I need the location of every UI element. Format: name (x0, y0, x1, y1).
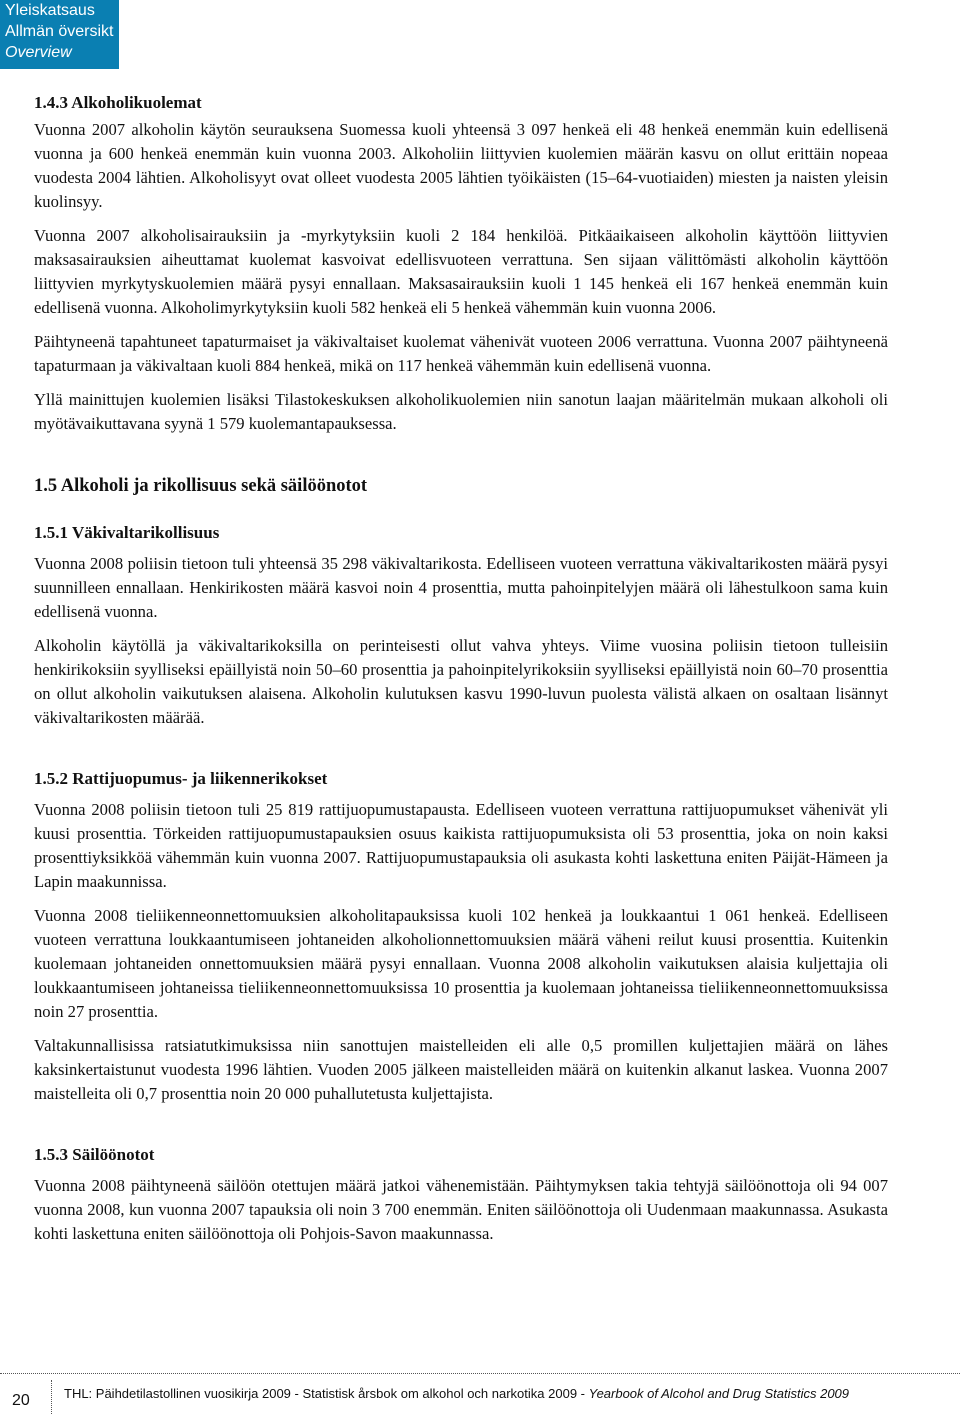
page-number: 20 (12, 1392, 30, 1409)
section-1-5-1-title: 1.5.1 Väkivaltarikollisuus (34, 523, 220, 542)
section-1-5-2-title: 1.5.2 Rattijuopumus- ja liikennerikokset (34, 769, 328, 788)
footer-rule (0, 1373, 960, 1374)
paragraph: Vuonna 2008 tieliikenneonnettomuuksien alkoholitapauksissa kuoli 102 henkeä ja loukkaantui 1 061 henkeä. Edelliseen vuoteen verrattuna loukkaantumiseen johtaneiden alkoholionnettomuuksien määrä väheni reilut kuusi prosenttia. Kuitenkin kuolemaan johtaneiden onnettomuuksien määrä pysyi ennallaan. Vuonna 2008 alkoholin vaikutuksen alaisia kuljettajia oli loukkaantumiseen johtaneissa tieliikenneonnettomuuksissa 10 prosenttia ja kuolemaan johtaneissa tieliikenneonnettomuuksissa noin 27 prosenttia. (34, 906, 888, 1021)
footer-publication (64, 1386, 849, 1401)
header-title-fi: Yleiskatsaus (5, 2, 95, 19)
header-tab (0, 0, 119, 69)
header-title-en: Overview (5, 44, 72, 61)
paragraph: Vuonna 2008 poliisin tietoon tuli yhteensä 35 298 väkivaltarikosta. Edelliseen vuoteen verrattuna väkivaltarikosten määrä pysyi suunnilleen ennallaan. Henkirikosten määrä kasvoi noin 4 prosenttia, mutta pahoinpitelyjen määrä oli lähestulkoon sama kuin edellisenä vuonna. (34, 554, 888, 621)
page-content (34, 92, 888, 1246)
footer-title: THL: Päihdetilastollinen vuosikirja 2009 - Statistisk årsbok om alkohol och narkotika 2009 - (64, 1386, 589, 1401)
paragraph: Vuonna 2008 poliisin tietoon tuli 25 819 rattijuopumustapausta. Edelliseen vuoteen verrattuna rattijuopumukset vähenivät yli kuusi prosenttia. Törkeiden rattijuopumustapauksien osuus kaikista rattijuopumuksista oli 53 prosenttia, joka on noin kaksi prosenttiyksikköä vähemmän kuin vuonna 2007. Rattijuopumustapauksia oli asukasta kohti laskettuna eniten Päijät-Hämeen ja Lapin maakunnissa. (34, 800, 888, 891)
footer-divider (51, 1380, 52, 1414)
header-title-sv: Allmän översikt (5, 23, 114, 40)
paragraph: Valtakunnallisissa ratsiatutkimuksissa niin sanottujen maistelleiden eli alle 0,5 promillen kuljettajien määrä on lähes kaksinkertaistunut vuodesta 1996 lähtien. Vuoden 2005 jälkeen maistelleiden määrä on kuitenkin alkanut laskea. Vuonna 2007 maistelleita oli 0,7 prosenttia noin 20 000 puhallutetusta kuljettajista. (34, 1036, 888, 1103)
footer-title-en: Yearbook of Alcohol and Drug Statistics 2009 (588, 1386, 850, 1401)
section-1-4-3-title: 1.4.3 Alkoholikuolemat (34, 93, 202, 112)
paragraph: Vuonna 2008 päihtyneenä säilöön otettujen määrä jatkoi vähenemistään. Päihtymyksen takia tehtyjä säilöönottoja oli 94 007 vuonna 2008, kun vuonna 2007 tapauksia oli noin 3 700 enemmän. Eniten säilöönottoja oli Uudenmaan maakunnassa. Asukasta kohti laskettuna eniten säilöönottoja oli Pohjois-Savon maakunnassa. (34, 1176, 888, 1243)
paragraph: Alkoholin käytöllä ja väkivaltarikoksilla on perinteisesti ollut vahva yhteys. Viime vuosina poliisin tietoon tulleisiin henkirikoksiin syylliseksi epäillyistä noin 50–60 prosenttia ja pahoinpitelyrikoksiin syylliseksi epäillyistä noin 60–70 prosenttia on ollut alkoholin vaikutuksen alaisena. Alkoholin kulutuksen kasvu 1990-luvun puolesta välistä alkaen on osaltaan lisännyt väkivaltarikosten määrää. (34, 636, 888, 727)
paragraph: Yllä mainittujen kuolemien lisäksi Tilastokeskuksen alkoholikuolemien niin sanotun laajan määritelmän mukaan alkoholi oli myötävaikuttavana syynä 1 579 kuolemantapauksessa. (34, 390, 888, 433)
section-1-5-3-title: 1.5.3 Säilöönotot (34, 1145, 155, 1164)
paragraph: Päihtyneenä tapahtuneet tapaturmaiset ja väkivaltaiset kuolemat vähenivät vuoteen 2006 verrattuna. Vuonna 2007 päihtyneenä tapaturmaan ja väkivaltaan kuoli 884 henkeä, mikä on 117 henkeä vähemmän kuin edellisenä vuonna. (34, 332, 888, 375)
section-1-5-title: 1.5 Alkoholi ja rikollisuus sekä säilöönotot (34, 476, 368, 496)
paragraph: Vuonna 2007 alkoholin käytön seurauksena Suomessa kuoli yhteensä 3 097 henkeä eli 48 henkeä enemmän kuin edellisenä vuonna ja 600 henkeä enemmän kuin vuonna 2003. Alkoholiin liittyvien kuolemien määrän kasvu on ollut erittäin nopeaa vuodesta 2004 lähtien. Alkoholisyyt ovat olleet vuodesta 2005 lähtien työikäisten (15–64-vuotiaiden) miesten ja naisten yleisin kuolinsyy. (34, 120, 888, 211)
paragraph: Vuonna 2007 alkoholisairauksiin ja -myrkytyksiin kuoli 2 184 henkilöä. Pitkäaikaiseen alkoholin käyttöön liittyvien maksasairauksien aiheuttamat kuolemat kasvoivat edellisvuoteen verrattuna. Sen sijaan välittömästi alkoholin käyttöön liittyvien myrkytyskuolemien määrä pysyi ennallaan. Maksasairauksiin kuoli 1 145 henkeä eli 167 henkeä enemmän kuin edellisenä vuonna. Alkoholimyrkytyksiin kuoli 582 henkeä eli 5 henkeä vähemmän kuin vuonna 2006. (34, 226, 888, 317)
